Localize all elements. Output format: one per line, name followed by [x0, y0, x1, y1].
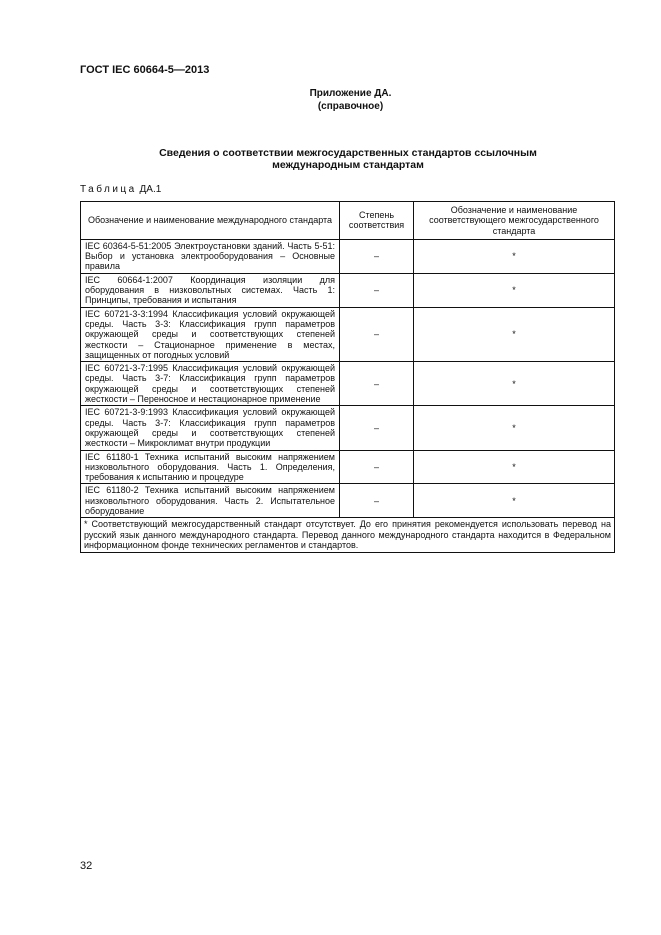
table-caption-number: ДА.1 — [139, 184, 162, 195]
appendix-heading — [0, 87, 661, 113]
standard-name-cell: IEC 61180-1 Техника испытаний высоким напряжением низковольтного оборудования. Часть 1. Определения, требования к испытанию и процедуре — [81, 450, 340, 484]
degree-cell: – — [340, 406, 414, 450]
standard-name-cell: IEC 61180-2 Техника испытаний высоким напряжением низковольтного оборудования. Часть 2. Испытательное оборудование — [81, 484, 340, 518]
table-row — [81, 239, 615, 273]
table-row — [81, 273, 615, 307]
degree-cell: – — [340, 307, 414, 361]
degree-cell: – — [340, 484, 414, 518]
document-title-line-1: Сведения о соответствии межгосударственных стандартов ссылочным — [159, 147, 537, 159]
standard-name-cell: IEC 60721-3-3:1994 Классификация условий окружающей среды. Часть 3-3: Классификация групп параметров окружающей среды и соответствующих степеней жесткости – Стационарное применение в местах, защищенных от погодных условий — [81, 307, 340, 361]
table-row — [81, 406, 615, 450]
table-header-row — [81, 202, 615, 240]
corresponding-standard-cell: * — [414, 450, 615, 484]
degree-cell: – — [340, 273, 414, 307]
corresponding-standard-cell: * — [414, 406, 615, 450]
table-row — [81, 450, 615, 484]
appendix-title: Приложение ДА. — [309, 88, 392, 99]
corresponding-standard-cell: * — [414, 239, 615, 273]
header-international-standard: Обозначение и наименование международного стандарта — [81, 202, 340, 240]
standard-name-cell: IEC 60364-5-51:2005 Электроустановки зданий. Часть 5-51: Выбор и установка электрооборудования – Основные правила — [81, 239, 340, 273]
appendix-subtitle: (справочное) — [317, 101, 384, 112]
degree-cell: – — [340, 362, 414, 406]
corresponding-standard-cell: * — [414, 484, 615, 518]
table-footnote: * Соответствующий межгосударственный стандарт отсутствует. До его принятия рекомендуется использовать перевод на русский язык данного международного стандарта. Перевод данного международного стандарта находится в Федеральном информационном фонде технических регламентов и стандартов. — [81, 518, 615, 553]
table-caption-prefix: Таблица — [80, 184, 137, 195]
corresponding-standard-cell: * — [414, 362, 615, 406]
document-title — [110, 147, 586, 171]
standard-name-cell: IEC 60721-3-7:1995 Классификация условий окружающей среды. Часть 3-7: Классификация групп параметров окружающей среды и соответствующих степеней жесткости – Переносное и нестационарное применение — [81, 362, 340, 406]
standard-name-cell: IEC 60664-1:2007 Координация изоляции для оборудования в низковольтных системах. Часть 1: Принципы, требования и испытания — [81, 273, 340, 307]
header-degree-of-compliance: Степень соответствия — [340, 202, 414, 240]
standard-header: ГОСТ IEC 60664-5—2013 — [80, 64, 210, 76]
table-row — [81, 362, 615, 406]
degree-cell: – — [340, 239, 414, 273]
page-number: 32 — [80, 860, 93, 872]
table-caption — [80, 184, 161, 195]
table-footnote-row — [81, 518, 615, 553]
corresponding-standard-cell: * — [414, 307, 615, 361]
table-row — [81, 307, 615, 361]
table-row — [81, 484, 615, 518]
standard-name-cell: IEC 60721-3-9:1993 Классификация условий окружающей среды. Часть 3-7: Классификация групп параметров окружающей среды и соответствующих степеней жесткости – Микроклимат внутри продукции — [81, 406, 340, 450]
document-title-line-2: международным стандартам — [272, 159, 424, 171]
standards-table — [80, 201, 615, 553]
header-interstate-standard: Обозначение и наименование соответствующего межгосударственного стандарта — [414, 202, 615, 240]
corresponding-standard-cell: * — [414, 273, 615, 307]
degree-cell: – — [340, 450, 414, 484]
